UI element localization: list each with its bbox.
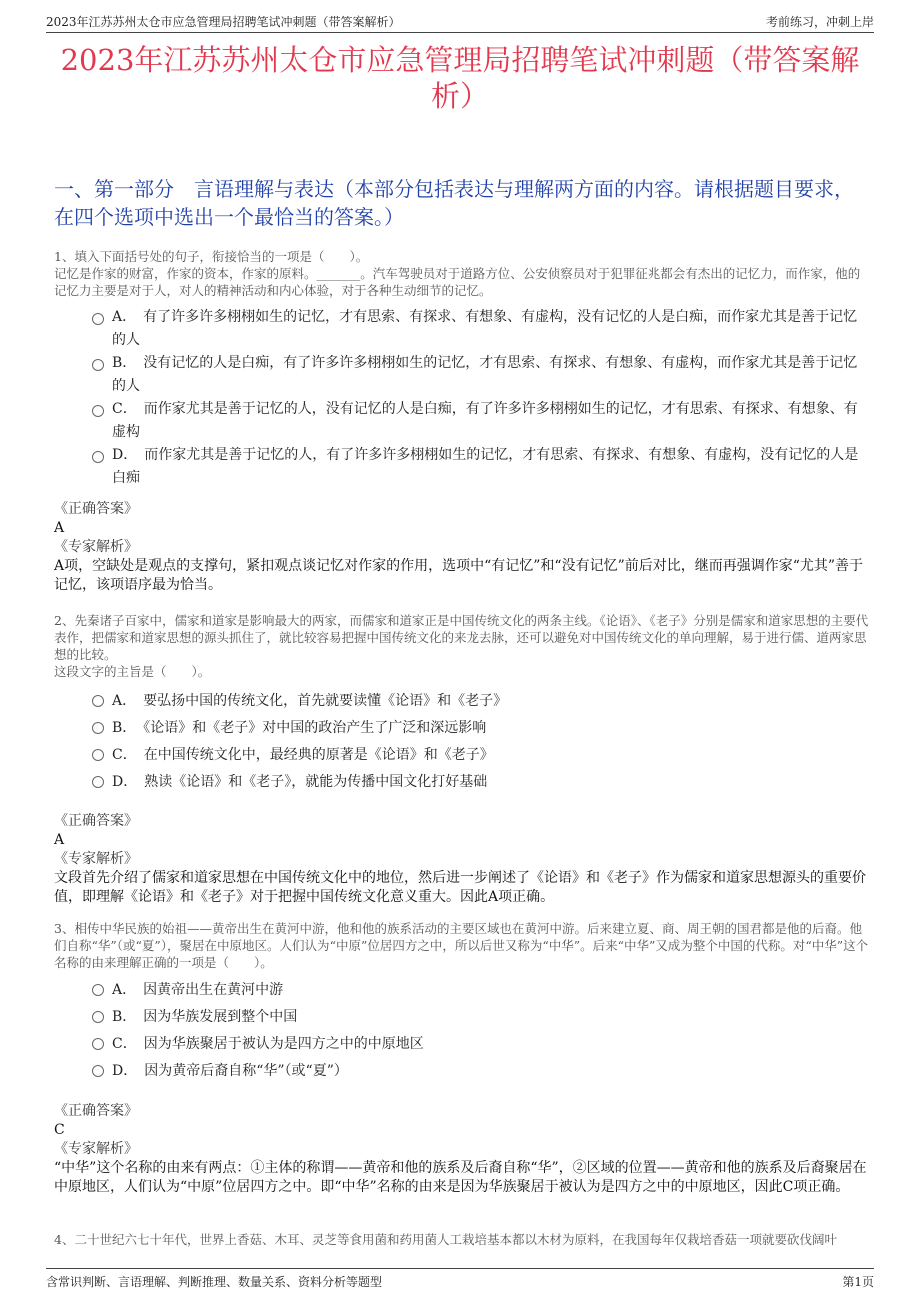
- radio-icon[interactable]: [92, 776, 104, 788]
- analysis-text: 文段首先介绍了儒家和道家思想在中国传统文化中的地位，然后进一步阐述了《论语》和《老子》作为儒家和道家思想源头的重要价值，即理解《论语》和《老子》对于把握中国传统文化意义重大。因此A项正确。: [54, 870, 866, 905]
- option-a[interactable]: A． 因黄帝出生在黄河中游: [92, 977, 860, 1004]
- answer-label: 《正确答案》: [54, 813, 138, 829]
- answer-label: 《正确答案》: [54, 501, 138, 517]
- option-a[interactable]: A． 要弘扬中国的传统文化，首先就要读懂《论语》和《老子》: [92, 688, 860, 715]
- option-d[interactable]: D． 熟读《论语》和《老子》，就能为传播中国文化打好基础: [92, 769, 860, 796]
- radio-icon[interactable]: [92, 405, 104, 417]
- option-b[interactable]: B． 《论语》和《老子》对中国的政治产生了广泛和深远影响: [92, 715, 860, 742]
- stem-line: 4、二十世纪六七十年代，世界上香菇、木耳、灵芝等食用菌和药用菌人工栽培基本都以木材为原料，在我国每年仅栽培香菇一项就要砍伐阔叶: [54, 1232, 837, 1247]
- option-b[interactable]: B． 没有记忆的人是白痴，有了许多许多栩栩如生的记忆，才有思索、有探求、有想象、有虚构，而作家尤其是善于记忆的人: [92, 352, 860, 398]
- radio-icon[interactable]: [92, 695, 104, 707]
- question-stem: [54, 248, 870, 299]
- document-title: 2023年江苏苏州太仓市应急管理局招聘笔试冲刺题（带答案解析）: [60, 43, 860, 113]
- option-list: [92, 306, 860, 490]
- analysis-label: 《专家解析》: [54, 539, 138, 555]
- page-number: 第1页: [842, 1275, 874, 1289]
- option-c[interactable]: C． 而作家尤其是善于记忆的人，没有记忆的人是白痴，有了许多许多栩栩如生的记忆，才有思索、有探求、有想象、有虚构: [92, 398, 860, 444]
- stem-line: 1、填入下面括号处的句子，衔接恰当的一项是（ ）。: [54, 249, 369, 264]
- page-footer: [46, 1268, 874, 1293]
- header-slogan: 考前练习，冲刺上岸: [765, 15, 874, 29]
- answer-block: [54, 812, 870, 907]
- option-c[interactable]: C． 因为华族聚居于被认为是四方之中的中原地区: [92, 1031, 860, 1058]
- stem-line: 记忆是作家的财富，作家的资本，作家的原料。_______。汽车驾驶员对于道路方位、公安侦察员对于犯罪征兆都会有杰出的记忆力，而作家，他的记忆力主要是对于人，对人的精神活动和内心体验，对于各种生动细节的记忆。: [54, 266, 861, 298]
- analysis-label: 《专家解析》: [54, 1141, 138, 1157]
- question-stem: [54, 1231, 870, 1248]
- answer-block: [54, 500, 870, 595]
- radio-icon[interactable]: [92, 1038, 104, 1050]
- section-heading: 一、第一部分 言语理解与表达（本部分包括表达与理解两方面的内容。请根据题目要求，在四个选项中选出一个最恰当的答案。）: [54, 177, 854, 229]
- analysis-text: “中华”这个名称的由来有两点：①主体的称谓——黄帝和他的族系及后裔自称“华”，②区域的位置——黄帝和他的族系及后裔聚居在中原地区，人们认为“中原”位居四方之中。即“中华”名称的由来是因为华族聚居于被认为是四方之中的中原地区，因此C项正确。: [54, 1160, 867, 1195]
- question-stem: [54, 920, 870, 971]
- radio-icon[interactable]: [92, 313, 104, 325]
- answer-label: 《正确答案》: [54, 1103, 138, 1119]
- page-header: [46, 10, 874, 33]
- radio-icon[interactable]: [92, 722, 104, 734]
- option-d[interactable]: D． 因为黄帝后裔自称“华”（或“夏”）: [92, 1058, 860, 1085]
- option-b[interactable]: B． 因为华族发展到整个中国: [92, 1004, 860, 1031]
- radio-icon[interactable]: [92, 1011, 104, 1023]
- footer-note: 含常识判断、言语理解、判断推理、数量关系、资料分析等题型: [46, 1275, 383, 1289]
- radio-icon[interactable]: [92, 1065, 104, 1077]
- radio-icon[interactable]: [92, 451, 104, 463]
- option-list: [92, 977, 860, 1085]
- option-list: [92, 688, 860, 796]
- stem-line: 3、相传中华民族的始祖——黄帝出生在黄河中游，他和他的族系活动的主要区域也在黄河中游。后来建立夏、商、周王朝的国君都是他的后裔。他们自称“华”（或“夏”），聚居在中原地区。人们认为“中原”位居四方之中，所以后世又称为“中华”。后来“中华”又成为整个中国的代称。对“中华”这个名称的由来理解正确的一项是（ ）。: [54, 921, 869, 970]
- analysis-label: 《专家解析》: [54, 851, 138, 867]
- analysis-text: A项，空缺处是观点的支撑句，紧扣观点谈记忆对作家的作用，选项中“有记忆”和“没有记忆”前后对比，继而再强调作家“尤其”善于记忆，该项语序最为恰当。: [54, 558, 864, 593]
- answer-value: A: [54, 832, 65, 848]
- stem-line: 这段文字的主旨是（ ）。: [54, 664, 211, 679]
- answer-value: A: [54, 520, 65, 536]
- option-c[interactable]: C． 在中国传统文化中，最经典的原著是《论语》和《老子》: [92, 742, 860, 769]
- radio-icon[interactable]: [92, 359, 104, 371]
- option-d[interactable]: D． 而作家尤其是善于记忆的人，有了许多许多栩栩如生的记忆，才有思索、有探求、有想象、有虚构，没有记忆的人是白痴: [92, 444, 860, 490]
- option-a[interactable]: A． 有了许多许多栩栩如生的记忆，才有思索、有探求、有想象、有虚构，没有记忆的人是白痴，而作家尤其是善于记忆的人: [92, 306, 860, 352]
- radio-icon[interactable]: [92, 749, 104, 761]
- answer-value: C: [54, 1122, 65, 1138]
- stem-line: 2、先秦诸子百家中，儒家和道家是影响最大的两家，而儒家和道家正是中国传统文化的两条主线。《论语》、《老子》分别是儒家和道家思想的主要代表作，把儒家和道家思想的源头抓住了，就比较容易把握中国传统文化的来龙去脉，还可以避免对中国传统文化的单向理解，易于进行儒、道两家思想的比较。: [54, 613, 869, 662]
- header-title: 2023年江苏苏州太仓市应急管理局招聘笔试冲刺题（带答案解析）: [46, 15, 401, 29]
- answer-block: [54, 1102, 870, 1197]
- question-stem: [54, 612, 870, 680]
- radio-icon[interactable]: [92, 984, 104, 996]
